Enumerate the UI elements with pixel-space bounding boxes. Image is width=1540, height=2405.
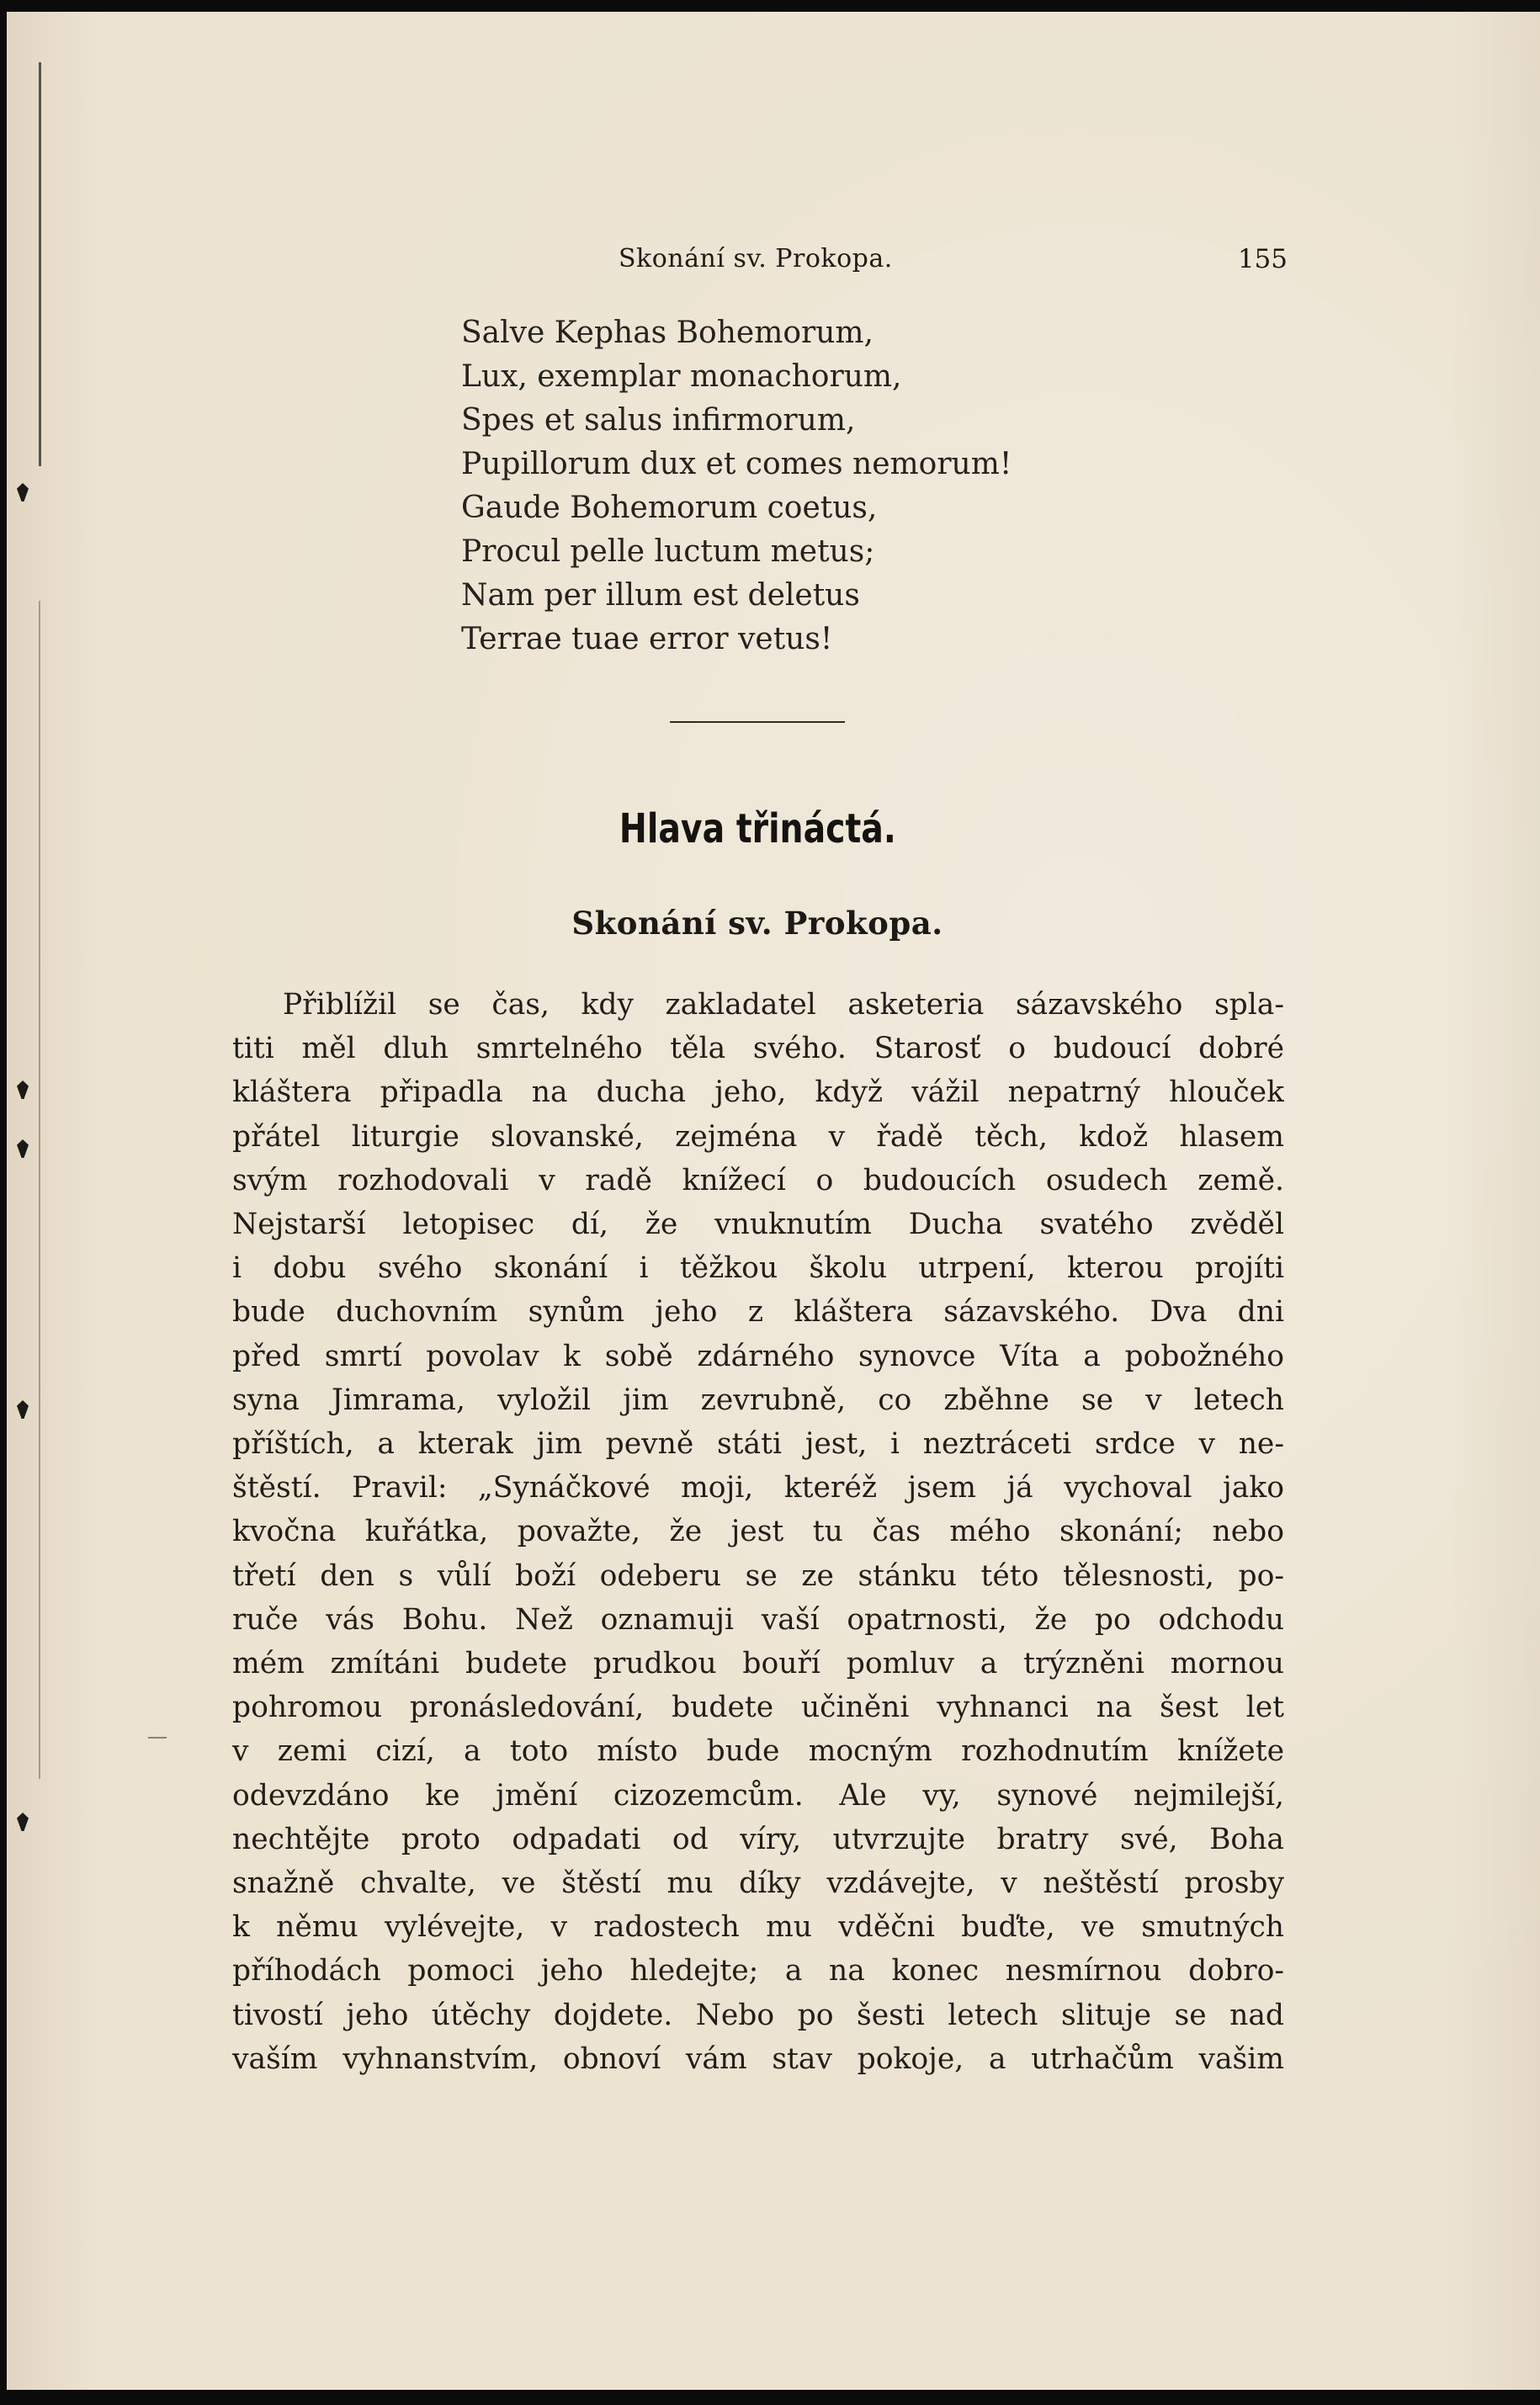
text-line: vaším vyhnanstvím, obnoví vám stav pokoje, a utrhačům vašim <box>232 2041 1284 2076</box>
binding-mark <box>17 1813 29 1831</box>
text-line: Přiblížil se čas, kdy zakladatel asketeria sázavského spla- <box>283 988 1284 1022</box>
text-line: ruče vás Bohu. Než oznamuji vaší opatrnosti, že po odchodu <box>232 1602 1284 1637</box>
binding-edge-shadow <box>39 601 40 1779</box>
paper-speck <box>148 1737 167 1739</box>
binding-edge <box>39 62 41 466</box>
section-divider <box>670 721 845 723</box>
text-line: kvočna kuřátka, považte, že jest tu čas mého skonání; nebo <box>232 1515 1284 1549</box>
text-line: pohromou pronásledování, budete učiněni vyhnanci na šest let <box>232 1691 1284 1725</box>
text-line: štěstí. Pravil: „Synáčkové moji, kteréž jsem já vychoval jako <box>232 1471 1284 1505</box>
text-line: snažně chvalte, ve štěstí mu díky vzdávejte, v neštěstí prosby <box>232 1866 1284 1901</box>
poem-line: Spes et salus infirmorum, <box>461 403 856 438</box>
text-line: v zemi cizí, a toto místo bude mocným rozhodnutím knížete <box>232 1734 1284 1769</box>
latin-poem <box>461 311 1012 661</box>
poem-line: Pupillorum dux et comes nemorum! <box>461 447 1012 481</box>
body-paragraph <box>232 983 1284 2081</box>
text-line: příštích, a kterak jim pevně státi jest, i neztráceti srdce v ne- <box>232 1427 1284 1462</box>
binding-mark <box>17 1139 29 1158</box>
text-line: titi měl dluh smrtelného těla svého. Starosť o budoucí dobré <box>232 1032 1284 1066</box>
text-line: před smrtí povolav k sobě zdárného synovce Víta a pobožného <box>232 1339 1284 1373</box>
binding-mark <box>17 1400 29 1419</box>
text-line: odevzdáno ke jmění cizozemcům. Ale vy, synové nejmilejší, <box>232 1778 1284 1813</box>
poem-line: Procul pelle luctum metus; <box>461 534 875 569</box>
page-number: 155 <box>1237 244 1288 274</box>
text-line: tivostí jeho útěchy dojdete. Nebo po šesti letech slituje se nad <box>232 1998 1284 2032</box>
text-line: bude duchovním synům jeho z kláštera sázavského. Dva dni <box>232 1295 1284 1330</box>
poem-line: Terrae tuae error vetus! <box>461 622 833 656</box>
text-line: Nejstarší letopisec dí, že vnuknutím Ducha svatého zvěděl <box>232 1208 1284 1242</box>
chapter-subtitle: Skonání sv. Prokopa. <box>571 905 943 942</box>
text-line: k němu vylévejte, v radostech mu vděčni buďte, ve smutných <box>232 1910 1284 1945</box>
text-line: i dobu svého skonání i těžkou školu utrpení, kterou projíti <box>232 1251 1284 1286</box>
binding-mark <box>17 483 29 502</box>
text-line: mém zmítáni budete prudkou bouří pomluv a trýzněni mornou <box>232 1647 1284 1681</box>
poem-line: Nam per illum est deletus <box>461 578 860 613</box>
text-line: třetí den s vůlí boží odeberu se ze stánku této tělesnosti, po- <box>232 1558 1284 1593</box>
text-line: svým rozhodovali v radě knížecí o budoucích osudech země. <box>232 1163 1284 1197</box>
running-title: Skonání sv. Prokopa. <box>619 244 893 273</box>
chapter-title: Hlava třináctá. <box>619 805 896 852</box>
text-line: nechtějte proto odpadati od víry, utvrzujte bratry své, Boha <box>232 1822 1284 1856</box>
binding-mark <box>17 1080 29 1099</box>
poem-line: Lux, exemplar monachorum, <box>461 359 902 394</box>
text-line: přátel liturgie slovanské, zejména v řadě těch, kdož hlasem <box>232 1119 1284 1154</box>
poem-line: Salve Kephas Bohemorum, <box>461 316 874 350</box>
text-line: syna Jimrama, vyložil jim zevrubně, co zběhne se v letech <box>232 1383 1284 1417</box>
page-header <box>619 244 1288 281</box>
text-line: kláštera připadla na ducha jeho, když vážil nepatrný hlouček <box>232 1075 1284 1110</box>
text-line: příhodách pomoci jeho hledejte; a na konec nesmírnou dobro- <box>232 1954 1284 1988</box>
poem-line: Gaude Bohemorum coetus, <box>461 491 878 525</box>
